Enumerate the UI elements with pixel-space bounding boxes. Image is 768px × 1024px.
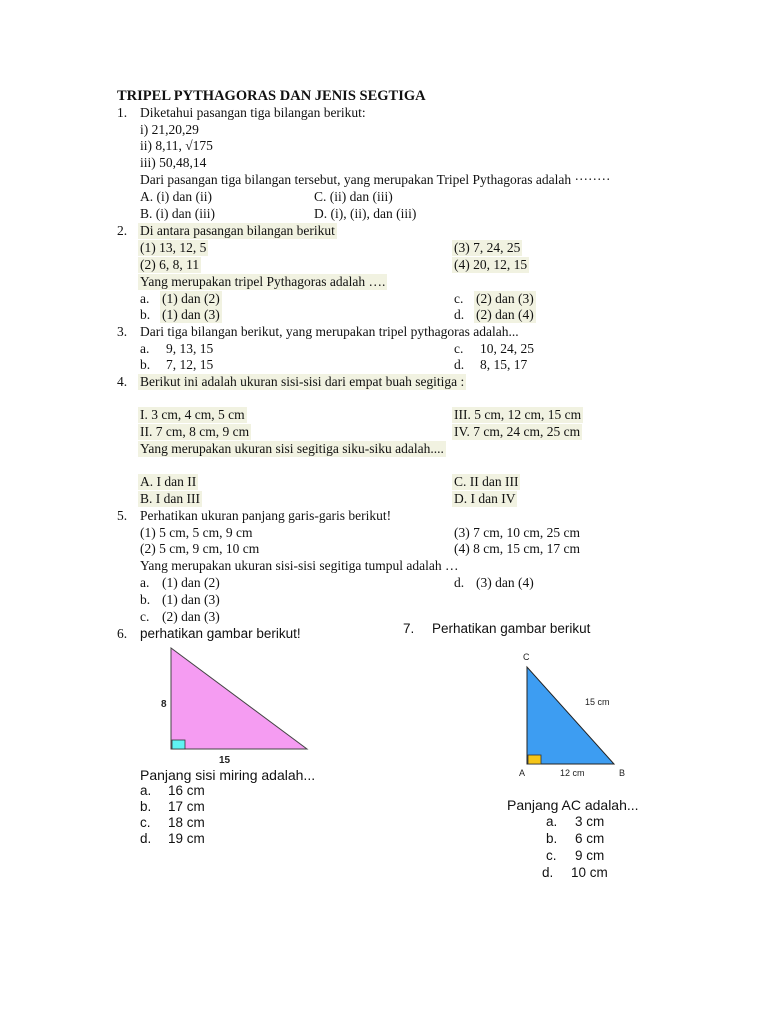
question-number: 2. [117, 223, 128, 238]
option-letter: d. [454, 307, 465, 322]
vertex-b-label: B [619, 768, 626, 778]
triangle-shape [527, 667, 614, 764]
question-stem: Perhatikan ukuran panjang garis-garis berikut! [140, 508, 392, 523]
vertex-a-label: A [519, 768, 526, 778]
hypotenuse-label: 15 cm [585, 697, 610, 707]
number-set-item: (2) 6, 8, 11 [140, 257, 200, 272]
answer-option[interactable]: (2) dan (3) [476, 291, 534, 306]
option-letter: c. [454, 341, 464, 356]
question-stem: Perhatikan gambar berikut [432, 621, 591, 636]
answer-option[interactable]: B. I dan III [140, 491, 200, 506]
question-number: 3. [117, 324, 128, 339]
option-letter: b. [140, 307, 151, 322]
number-set-item: i) 21,20,29 [140, 122, 199, 137]
answer-option[interactable]: 16 cm [168, 783, 205, 798]
answer-option[interactable]: C. II dan III [454, 474, 519, 489]
option-letter: a. [546, 814, 558, 829]
question-stem: Dari tiga bilangan berikut, yang merupakan tripel pythagoras adalah... [140, 324, 519, 339]
answer-option[interactable]: 8, 15, 17 [480, 357, 528, 372]
question-stem: Diketahui pasangan tiga bilangan berikut: [140, 105, 366, 120]
question-prompt: Panjang sisi miring adalah... [140, 767, 316, 783]
answer-option[interactable]: B. (i) dan (iii) [140, 206, 215, 221]
question-prompt: Yang merupakan ukuran sisi-sisi segitiga tumpul adalah … [140, 558, 459, 573]
line-lengths-item: (2) 5 cm, 9 cm, 10 cm [140, 541, 260, 556]
base-label: 12 cm [560, 768, 585, 778]
option-letter: b. [140, 799, 152, 814]
answer-option[interactable]: 7, 12, 15 [166, 357, 214, 372]
answer-option[interactable]: 10 cm [571, 865, 608, 880]
question-number: 1. [117, 105, 128, 120]
page-title: TRIPEL PYTHAGORAS DAN JENIS SEGTIGA [117, 88, 426, 104]
answer-option[interactable]: (1) dan (3) [162, 592, 220, 607]
right-angle-marker [528, 755, 541, 764]
option-letter: d. [542, 865, 554, 880]
answer-option[interactable]: 9, 13, 15 [166, 341, 214, 356]
answer-option[interactable]: 10, 24, 25 [480, 341, 534, 356]
answer-option[interactable]: 18 cm [168, 815, 205, 830]
answer-option[interactable]: 19 cm [168, 831, 205, 846]
option-letter: d. [140, 831, 152, 846]
option-letter: a. [140, 341, 150, 356]
question-prompt: Yang merupakan tripel Pythagoras adalah …. [140, 274, 386, 289]
question-prompt: Panjang AC adalah... [507, 797, 639, 813]
number-set-item: (3) 7, 24, 25 [454, 240, 521, 255]
line-lengths-item: (1) 5 cm, 5 cm, 9 cm [140, 525, 253, 540]
answer-option[interactable]: D. (i), (ii), dan (iii) [314, 206, 417, 221]
option-letter: d. [454, 357, 465, 372]
option-letter: d. [454, 575, 465, 590]
answer-option[interactable]: C. (ii) dan (iii) [314, 189, 393, 204]
height-label: 8 [161, 699, 167, 710]
answer-option[interactable]: 9 cm [575, 848, 605, 863]
answer-option[interactable]: D. I dan IV [454, 491, 516, 506]
question-stem: Di antara pasangan bilangan berikut [140, 223, 335, 238]
question-number: 4. [117, 374, 128, 389]
option-letter: a. [140, 291, 150, 306]
question-prompt: Dari pasangan tiga bilangan tersebut, yang merupakan Tripel Pythagoras adalah ········ [140, 172, 611, 187]
triangle-sides-item: I. 3 cm, 4 cm, 5 cm [140, 407, 245, 422]
question-prompt: Yang merupakan ukuran sisi segitiga siku-siku adalah.... [140, 441, 444, 456]
answer-option[interactable]: A. (i) dan (ii) [140, 189, 212, 204]
answer-option[interactable]: (3) dan (4) [476, 575, 534, 590]
line-lengths-item: (4) 8 cm, 15 cm, 17 cm [454, 541, 580, 556]
answer-option[interactable]: A. I dan II [140, 474, 197, 489]
option-letter: a. [140, 575, 150, 590]
option-letter: c. [140, 609, 150, 624]
answer-option[interactable]: (1) dan (3) [162, 307, 220, 322]
line-lengths-item: (3) 7 cm, 10 cm, 25 cm [454, 525, 580, 540]
option-letter: c. [140, 815, 151, 830]
question-stem: Berikut ini adalah ukuran sisi-sisi dari empat buah segitiga : [140, 374, 465, 389]
option-letter: b. [140, 592, 151, 607]
question-number: 6. [117, 626, 128, 641]
triangle-sides-item: III. 5 cm, 12 cm, 15 cm [454, 407, 582, 422]
answer-option[interactable]: 17 cm [168, 799, 205, 814]
number-set-item: (1) 13, 12, 5 [140, 240, 207, 255]
answer-option[interactable]: (2) dan (3) [162, 609, 220, 624]
question-stem: perhatikan gambar berikut! [140, 626, 301, 641]
option-letter: b. [140, 357, 151, 372]
question-number: 7. [403, 621, 415, 636]
number-set-item: (4) 20, 12, 15 [454, 257, 528, 272]
triangle-sides-item: IV. 7 cm, 24 cm, 25 cm [454, 424, 581, 439]
answer-option[interactable]: 6 cm [575, 831, 605, 846]
answer-option[interactable]: (1) dan (2) [162, 575, 220, 590]
question-number: 5. [117, 508, 128, 523]
number-set-item: iii) 50,48,14 [140, 155, 207, 170]
option-letter: b. [546, 831, 558, 846]
answer-option[interactable]: (1) dan (2) [162, 291, 220, 306]
vertex-c-label: C [523, 652, 530, 662]
number-set-item: ii) 8,11, √175 [140, 138, 213, 153]
triangle-sides-item: II. 7 cm, 8 cm, 9 cm [140, 424, 250, 439]
option-letter: a. [140, 783, 152, 798]
option-letter: c. [454, 291, 464, 306]
option-letter: c. [546, 848, 557, 863]
answer-option[interactable]: 3 cm [575, 814, 605, 829]
base-label: 15 [219, 755, 231, 766]
answer-option[interactable]: (2) dan (4) [476, 307, 534, 322]
